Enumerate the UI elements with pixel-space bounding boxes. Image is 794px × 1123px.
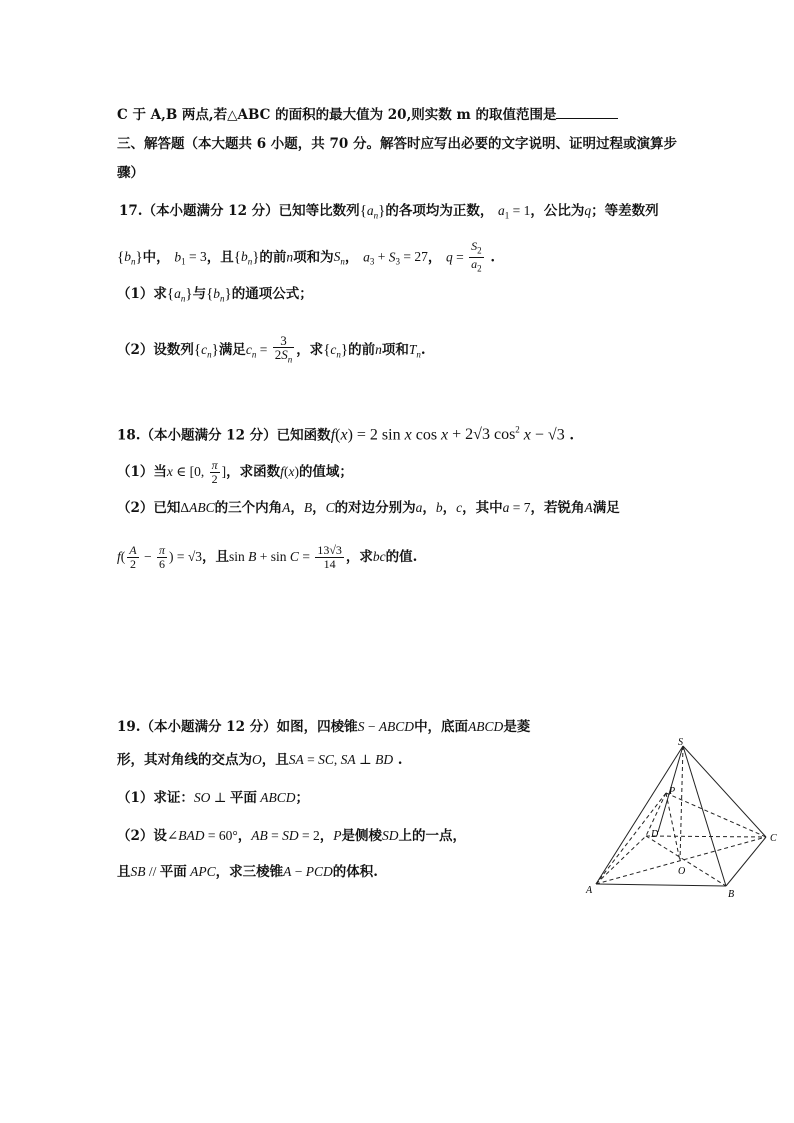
edge-AD (596, 836, 646, 884)
edge-BC (726, 837, 766, 886)
fill-in-question-tail (117, 104, 618, 125)
q18-part1: （1）当x ∈ [0, $\frac{\pi}{2}$ ]，求函数f(x)的值域； (117, 458, 353, 486)
edge-SB (683, 746, 726, 886)
section-title: 三、解答题（本大题共 6 小题，共 70 分。解答时应写出必要的文字说明、证明过程或演算步 (117, 136, 677, 152)
q17-line1: 17.（本小题满分 12 分）已知等比数列$\{a_n\}$的各项均为正数， $a_1 = 1$，公比为q；等差数列 (119, 203, 659, 221)
label-S: S (678, 737, 683, 748)
q19-line1: 19.（本小题满分 12 分）如图，四棱锥S − ABCD中，底面ABCD是菱 (117, 719, 531, 735)
answer-blank (556, 104, 618, 119)
q18-part2: （2）已知ΔABC的三个内角A，B，C的对边分别为a，b，c，其中a = 7，若锐角A满足 (117, 500, 620, 516)
edge-DC (646, 836, 766, 837)
label-C: C (770, 833, 777, 844)
label-A: A (586, 885, 593, 896)
q17-part2: （2）设数列$\{c_n\}$满足$c_n$ = $\frac{3}{2S_n}$ ，求$\{c_n\}$的前n项和$T_n$. (117, 333, 426, 365)
label-B: B (728, 889, 735, 900)
q18-line1: 18.（本小题满分 12 分）已知函数f(x) = 2 sin x cos x + 2√3 $\cos^2 x - √3$ . (117, 425, 575, 444)
q18-part2-cont: f( $\frac{A}{2}$ − $\frac{\pi}{6}$ ) = √3，且sin B + sin C = $\frac{13√3}{14}$ ，求bc的值. (117, 543, 418, 571)
label-P: P (669, 786, 676, 797)
question-text: C 于 A,B 两点,若△ABC 的面积的最大值为 20,则实数 m 的取值范围是 (117, 107, 557, 123)
q19-line2: 形，其对角线的交点为O，且SA = SC, SA ⊥ BD . (117, 752, 403, 768)
label-D: D (651, 829, 659, 840)
seg-SO (680, 746, 683, 861)
edge-SC (683, 746, 766, 837)
edge-SA (596, 746, 686, 884)
section-title-cont: 骤） (117, 165, 144, 181)
q19-part1: （1）求证：SO ⊥ 平面 ABCD； (117, 790, 309, 806)
label-O: O (678, 866, 686, 877)
q19-part2: （2）设∠BAD = 60°，AB = SD = 2，P是侧棱SD上的一点， (117, 828, 466, 844)
q17-part1: （1）求$\{a_n\}$与$\{b_n\}$的通项公式； (117, 286, 313, 304)
seg-PO (666, 793, 680, 861)
q19-part2-cont: 且SB // 平面 APC，求三棱锥A − PCD的体积. (117, 864, 378, 880)
q17-line2: $\{b_n\}$中， $b_1 = 3$，且$\{b_n\}$的前n项和为$S_n$， $a_3 + S_3 = 27$， q = $\frac{S_2}{a_2}$ . (117, 239, 496, 274)
edge-AB (596, 884, 726, 886)
diag-BD (646, 836, 726, 886)
pyramid-figure (580, 736, 780, 901)
